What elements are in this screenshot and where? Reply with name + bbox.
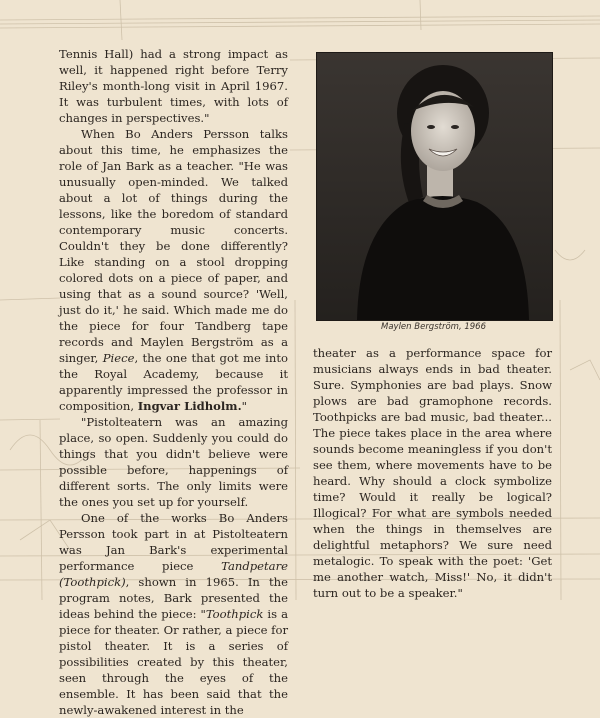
work-title: Piece xyxy=(102,351,135,365)
text-run: , shown in 1965. In the program notes, Bark presented the ideas behind the piece: " xyxy=(59,575,288,621)
text-run: When Bo Anders Persson talks about this time, he emphasizes the role of Jan Bark as a teacher. "He was unusually open-minded. We talked about a lot of things during the lessons, like the boredom of standard contemporary music concerts. Couldn't they be done differently? Like standing on a stool dropping colored dots on a piece of paper, and using that as a sound source? 'Well, just do it,' he said. Which made me do the piece for four Tandberg tape records and Maylen Bergström as a singer, xyxy=(59,127,288,365)
work-title: Tandpetare (Toothpick) xyxy=(59,559,288,589)
work-title: Toothpick xyxy=(205,607,264,621)
text-run: is a piece for theater. Or rather, a piece for pistol theater. It is a series of possibilities created by this theater, seen through the eyes of the ensemble. It has been said that the newly-awakened interest in the xyxy=(59,607,288,717)
photo-caption: Maylen Bergström, 1966 xyxy=(381,322,486,332)
paragraph: theater as a performance space for musicians always ends in bad theater. Sure. Symphonies are bad plays. Snow plows are bad gramophone records. Toothpicks are bad music, bad theater... The piece takes place in the area where sounds become meaningless if you don't see them, where movements have to be heard. Why should a clock symbolize time? Would it really be logical? Illogical? For what are symbols needed when the things in themselves are delightful metaphors? We sure need metalogic. To speak with the poet: 'Get me another watch, Miss!' No, it didn't turn out to be a speaker." xyxy=(313,346,552,600)
text-run: One of the works Bo Anders Persson took part in at Pistolteatern was Jan Bark's experimental performance piece xyxy=(59,511,288,573)
text-run: " xyxy=(241,399,247,413)
text-run: , the one that got me into the Royal Academy, because it apparently impressed the professor in composition, xyxy=(59,351,288,413)
paragraph xyxy=(59,510,288,718)
paragraph: "Pistolteatern was an amazing place, so open. Suddenly you could do things that you didn't believe were possible before, happenings of different sorts. The only limits were the ones you set up for yourself. xyxy=(59,415,288,509)
left-text-column xyxy=(59,46,288,718)
person-name: Ingvar Lidholm. xyxy=(137,399,242,413)
right-text-column xyxy=(313,345,552,601)
paragraph: Tennis Hall) had a strong impact as well, it happened right before Terry Riley's month-long visit in April 1967. It was turbulent times, with lots of changes in perspectives." xyxy=(59,47,288,125)
portrait-photo xyxy=(316,52,553,321)
paragraph xyxy=(59,126,288,414)
